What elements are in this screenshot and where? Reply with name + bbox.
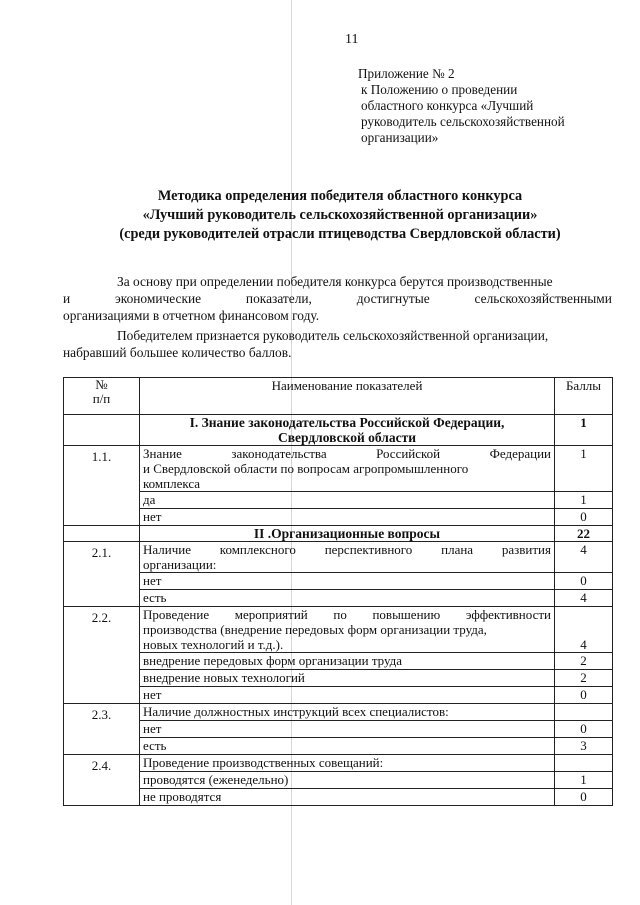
appendix-reference <box>358 66 565 146</box>
intro-paragraph-line-justified <box>63 290 612 307</box>
header-number <box>64 378 140 415</box>
option-row <box>64 772 613 789</box>
option-points: 0 <box>555 509 613 526</box>
title-line: Методика определения победителя областного конкурса <box>157 188 523 204</box>
option-row <box>64 738 613 755</box>
option-row <box>64 789 613 806</box>
title-line: «Лучший руководитель сельскохозяйственной организации» <box>142 207 538 223</box>
table-row <box>64 755 613 772</box>
option-points: 4 <box>555 590 613 607</box>
header-number-line: № <box>95 377 108 392</box>
option-points: 0 <box>555 721 613 738</box>
option-label: да <box>140 492 555 509</box>
intro-paragraph-line: организациями в отчетном финансовом году. <box>63 308 320 323</box>
section-title <box>140 415 555 446</box>
option-label: нет <box>140 573 555 590</box>
section-title-line: I. Знание законодательства Российской Федерации, <box>189 415 505 430</box>
option-row <box>64 492 613 509</box>
option-points: 0 <box>555 789 613 806</box>
table-row <box>64 542 613 573</box>
empty-cell <box>64 415 140 446</box>
item-name <box>140 446 555 492</box>
word: сельскохозяйственными <box>474 291 612 306</box>
item-points: 4 <box>555 607 613 653</box>
item-name-line: организации: <box>143 557 217 572</box>
item-name-line: новых технологий и т.д.). <box>143 637 284 652</box>
item-number: 1.1. <box>64 446 140 526</box>
appendix-line: областного конкурса «Лучший <box>361 98 534 113</box>
item-name-line: комплекса <box>143 476 201 491</box>
section-points: 1 <box>555 415 613 446</box>
option-row <box>64 687 613 704</box>
option-label: есть <box>140 590 555 607</box>
table-row <box>64 607 613 653</box>
item-points <box>555 704 613 721</box>
appendix-line: Приложение № 2 <box>358 66 455 81</box>
item-name-line: Знание законодательства Российской Федерации <box>143 446 551 461</box>
appendix-line: руководитель сельскохозяйственной <box>361 114 565 129</box>
appendix-line: организации» <box>361 130 439 145</box>
option-row <box>64 590 613 607</box>
option-points: 1 <box>555 772 613 789</box>
item-name-line: Проведение мероприятий по повышению эффективности <box>143 607 551 622</box>
section-title-line: Свердловской области <box>277 430 417 445</box>
option-label: не проводятся <box>140 789 555 806</box>
item-name <box>140 542 555 573</box>
item-name: Наличие должностных инструкций всех специалистов: <box>140 704 555 721</box>
table-header-row <box>64 378 613 415</box>
criteria-table <box>63 377 613 806</box>
option-points: 2 <box>555 670 613 687</box>
header-name: Наименование показателей <box>140 378 555 415</box>
option-row <box>64 721 613 738</box>
word: экономические <box>115 291 202 306</box>
item-name-line: Наличие комплексного перспективного плана развития <box>143 542 551 557</box>
option-row <box>64 653 613 670</box>
option-row <box>64 573 613 590</box>
option-label: нет <box>140 687 555 704</box>
item-number: 2.3. <box>64 704 140 755</box>
option-points: 1 <box>555 492 613 509</box>
word: показатели, <box>245 291 312 306</box>
intro-paragraph-line: Победителем признается руководитель сельскохозяйственной организации, <box>117 328 549 343</box>
item-points: 4 <box>555 542 613 573</box>
option-row <box>64 509 613 526</box>
option-label: есть <box>140 738 555 755</box>
section-row <box>64 415 613 446</box>
option-label: внедрение передовых форм организации труда <box>140 653 555 670</box>
header-number-line: п/п <box>92 391 111 406</box>
intro-paragraph-line: набравший большее количество баллов. <box>63 345 292 360</box>
option-points: 3 <box>555 738 613 755</box>
intro-paragraph-line: За основу при определении победителя конкурса берутся производственные <box>117 274 553 289</box>
option-label: проводятся (еженедельно) <box>140 772 555 789</box>
table-row <box>64 704 613 721</box>
item-name-line: производства (внедрение передовых форм организации труда, <box>143 622 487 637</box>
option-row <box>64 670 613 687</box>
item-name <box>140 607 555 653</box>
item-points <box>555 755 613 772</box>
section-points: 22 <box>555 526 613 542</box>
appendix-line: к Положению о проведении <box>361 82 518 97</box>
option-points: 2 <box>555 653 613 670</box>
item-number: 2.4. <box>64 755 140 806</box>
option-label: внедрение новых технологий <box>140 670 555 687</box>
word: достигнутые <box>356 291 430 306</box>
item-number: 2.2. <box>64 607 140 704</box>
option-points: 0 <box>555 573 613 590</box>
item-name: Проведение производственных совещаний: <box>140 755 555 772</box>
item-number: 2.1. <box>64 542 140 607</box>
item-points: 1 <box>555 446 613 492</box>
title-line: (среди руководителей отрасли птицеводства Свердловской области) <box>119 226 561 242</box>
section-row <box>64 526 613 542</box>
section-title: II .Организационные вопросы <box>140 526 555 542</box>
empty-cell <box>64 526 140 542</box>
table-row <box>64 446 613 492</box>
document-title <box>80 187 600 244</box>
page-number: 11 <box>345 32 359 47</box>
option-label: нет <box>140 509 555 526</box>
header-points: Баллы <box>555 378 613 415</box>
option-points: 0 <box>555 687 613 704</box>
option-label: нет <box>140 721 555 738</box>
item-name-line: и Свердловской области по вопросам агропромышленного <box>143 461 469 476</box>
word: и <box>63 291 71 306</box>
